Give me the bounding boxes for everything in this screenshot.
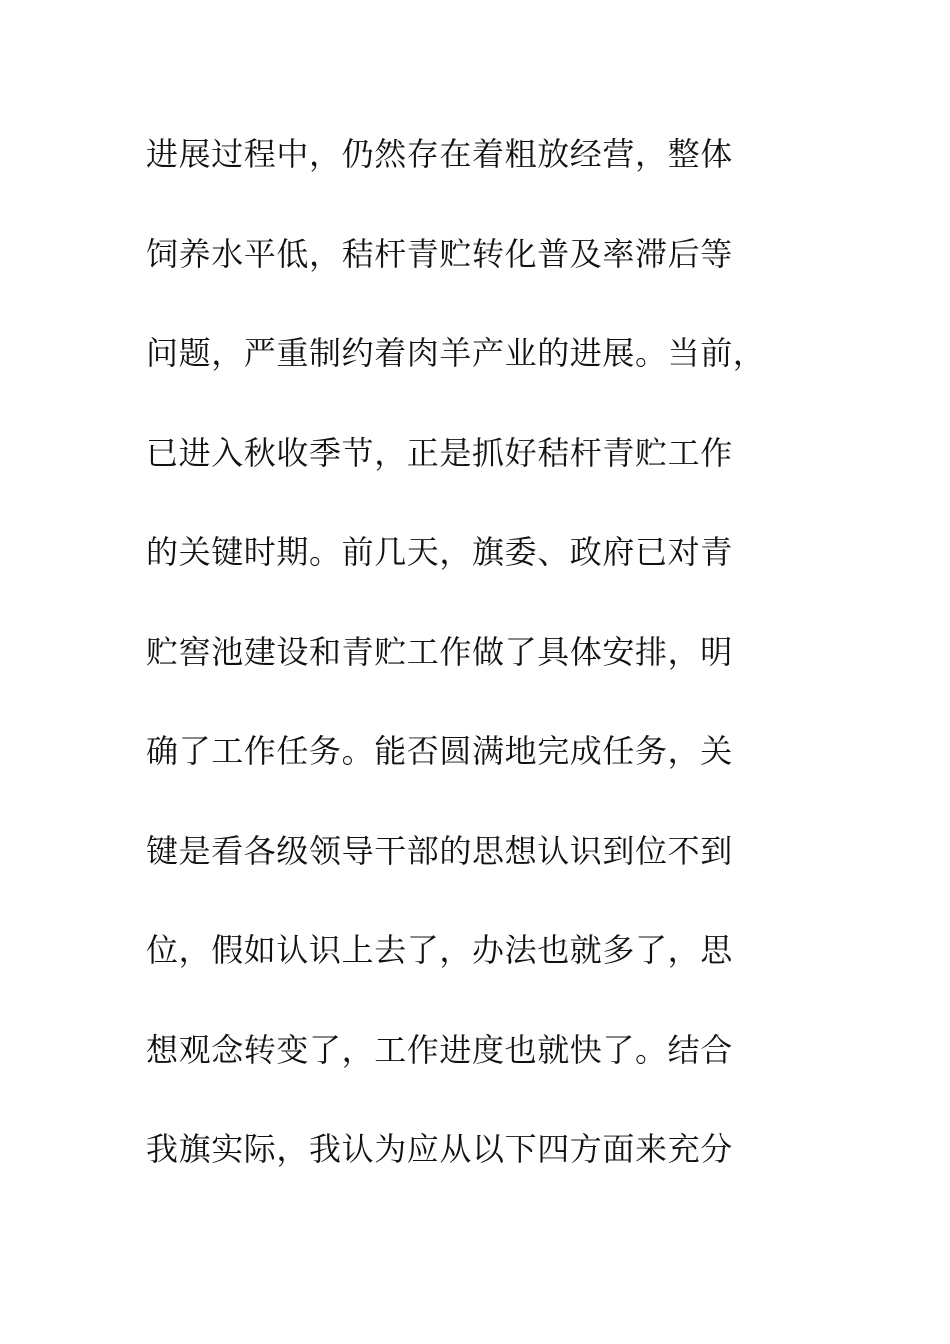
- text-line: 已进入秋收季节，正是抓好秸杆青贮工作: [146, 433, 733, 472]
- text-line: 进展过程中，仍然存在着粗放经营，整体: [146, 135, 733, 173]
- text-line: 我旗实际，我认为应从以下四方面来充分: [146, 1130, 733, 1168]
- text-line: 饲养水平低，秸杆青贮转化普及率滞后等: [146, 234, 733, 273]
- text-line: 问题，严重制约着肉羊产业的进展。当前，: [146, 334, 766, 372]
- text-line: 想观念转变了，工作进度也就快了。结合: [146, 1030, 733, 1069]
- text-line: 位，假如认识上去了，办法也就多了，思: [146, 931, 733, 969]
- text-line: 贮窖池建设和青贮工作做了具体安排，明: [146, 632, 733, 671]
- text-line: 确了工作任务。能否圆满地完成任务，关: [146, 732, 733, 770]
- body-text: [146, 124, 826, 1219]
- text-line: 键是看各级领导干部的思想认识到位不到: [146, 831, 733, 870]
- text-line: 的关键时期。前几天，旗委、政府已对青: [146, 533, 733, 571]
